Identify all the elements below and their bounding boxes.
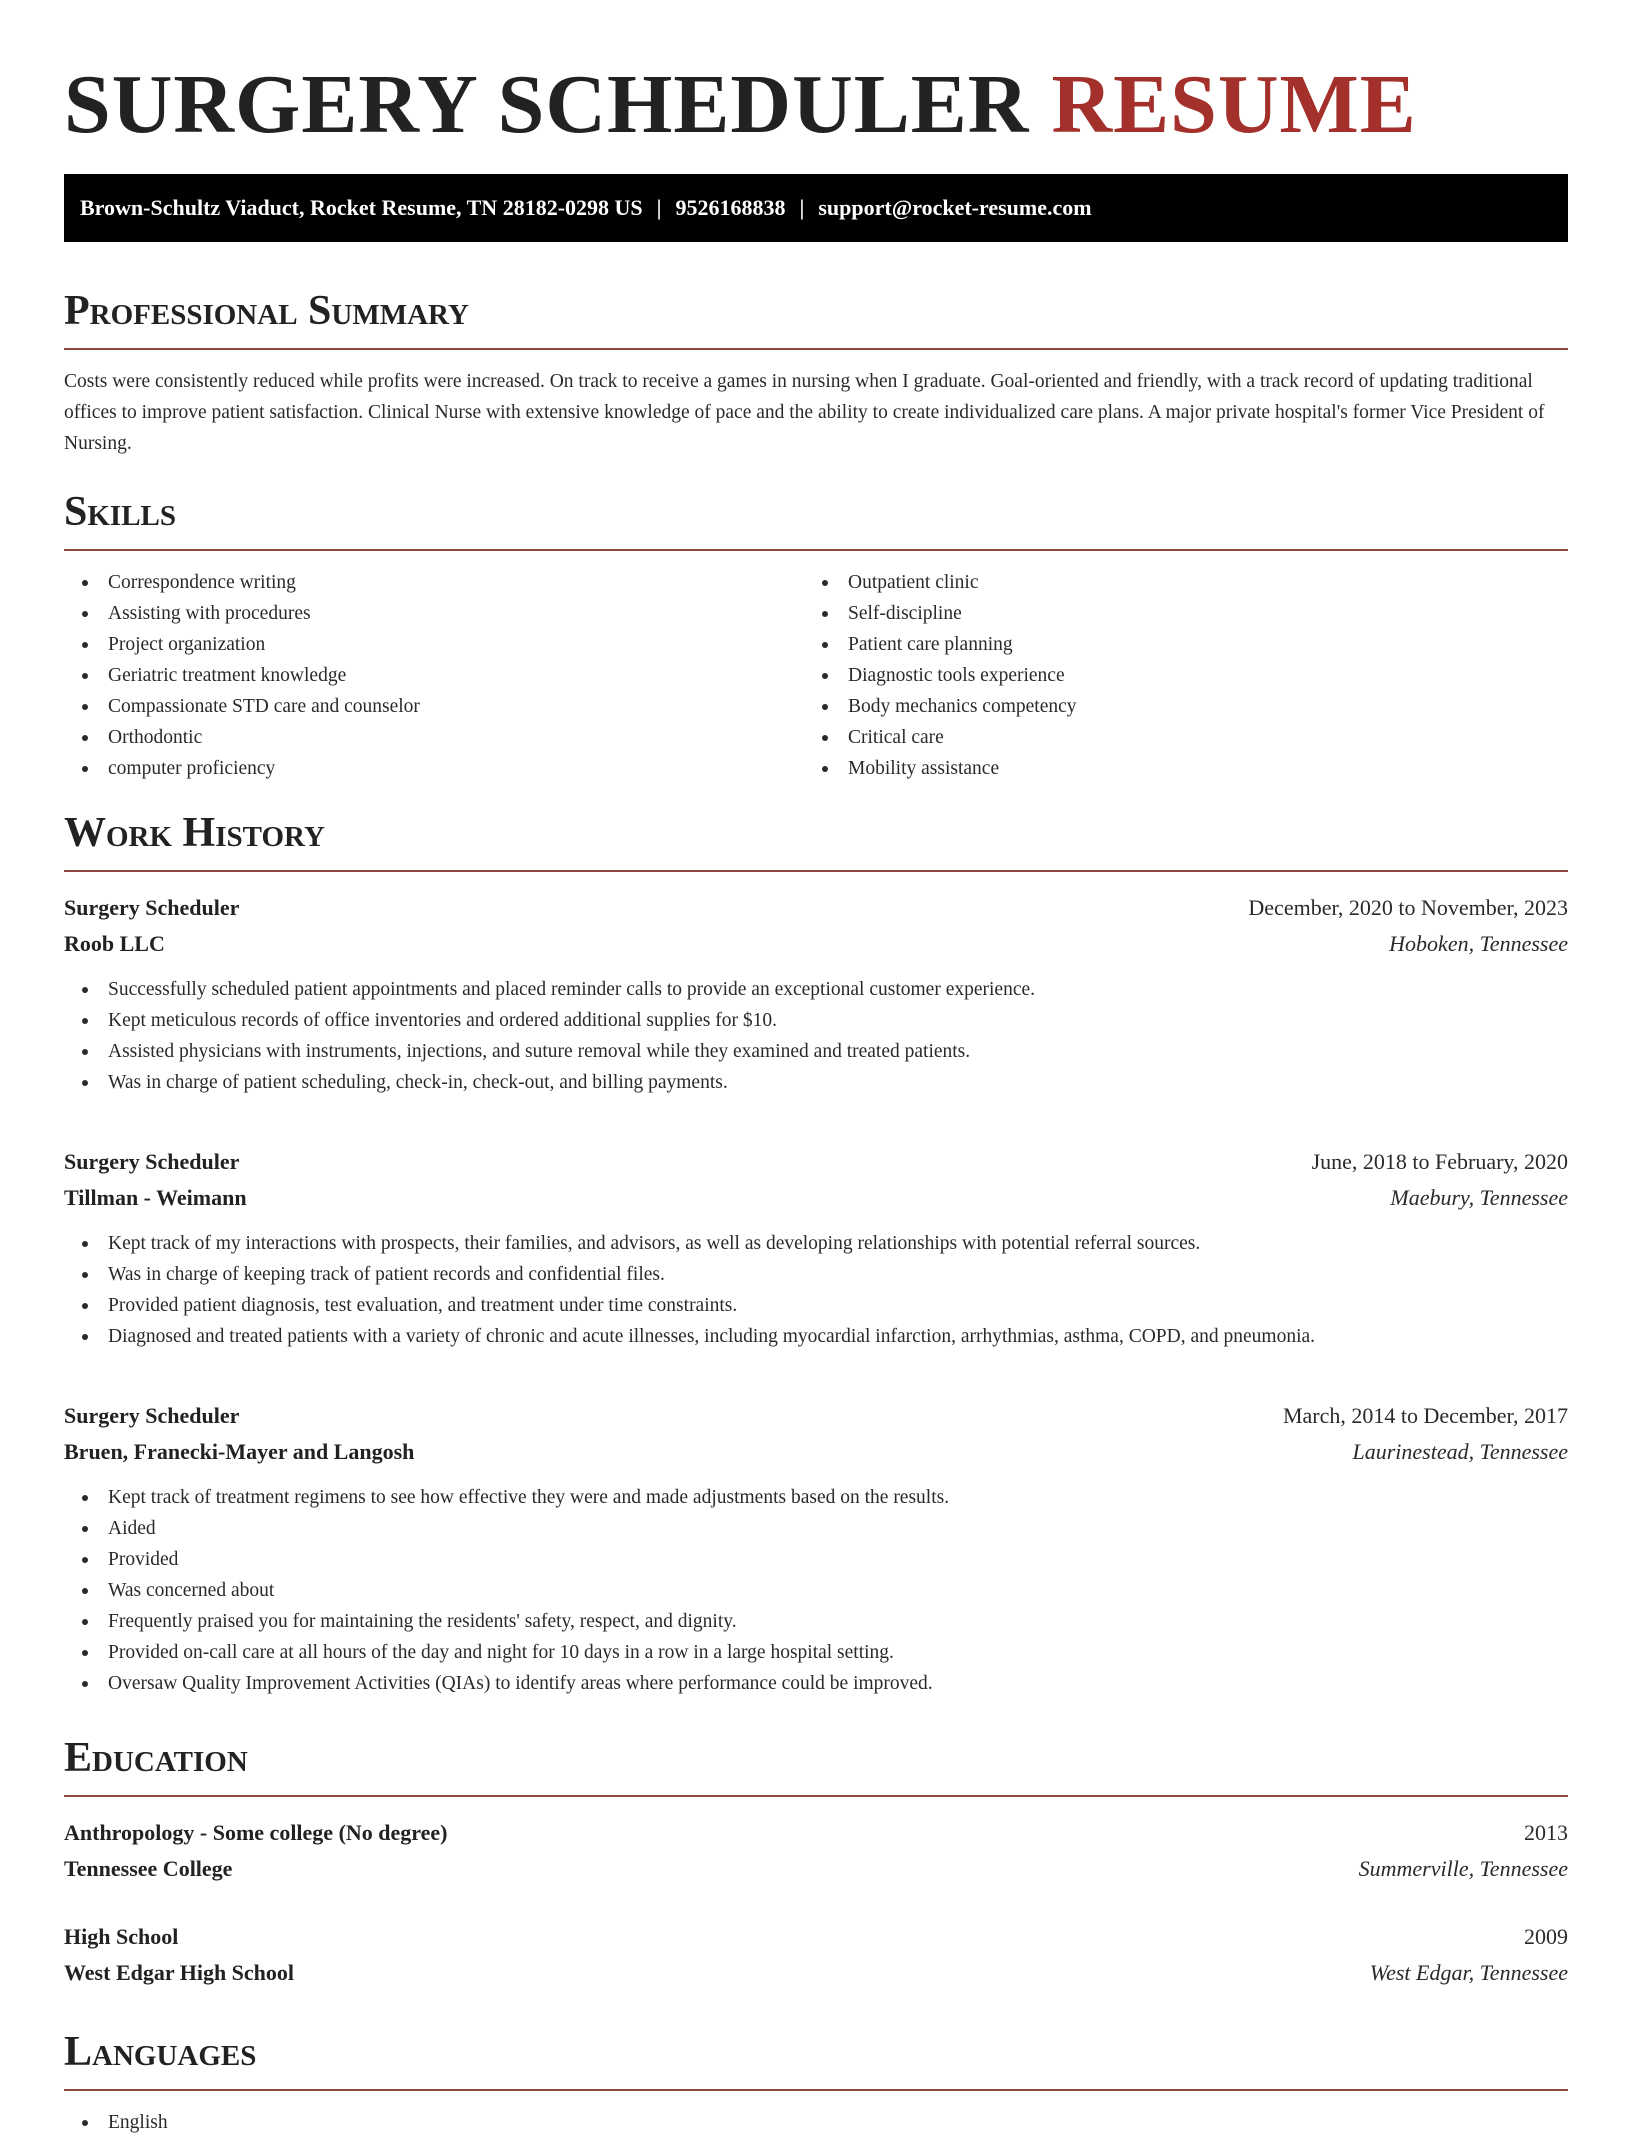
job-company: Tillman - Weimann bbox=[64, 1185, 247, 1210]
job-title: Surgery Scheduler bbox=[64, 1149, 240, 1174]
job-bullet: Was in charge of patient scheduling, check-in, check-out, and billing payments. bbox=[64, 1067, 1568, 1098]
education-degree-row bbox=[64, 1919, 1568, 1955]
education-year: 2013 bbox=[1524, 1820, 1568, 1845]
education-degree: Anthropology - Some college (No degree) bbox=[64, 1820, 448, 1845]
contact-bar bbox=[64, 174, 1568, 242]
job-title-row bbox=[64, 890, 1568, 926]
job-bullet: Successfully scheduled patient appointments and placed reminder calls to provide an exceptional customer experience. bbox=[64, 974, 1568, 1005]
skill-item: Assisting with procedures bbox=[64, 598, 804, 629]
job-bullet: Frequently praised you for maintaining the residents' safety, respect, and dignity. bbox=[64, 1606, 1568, 1637]
education-school: West Edgar High School bbox=[64, 1960, 295, 1985]
job-company-row bbox=[64, 926, 1568, 962]
job-bullet: Assisted physicians with instruments, injections, and suture removal while they examined and treated patients. bbox=[64, 1036, 1568, 1067]
job-title: Surgery Scheduler bbox=[64, 895, 240, 920]
skills-right-column bbox=[804, 567, 1544, 784]
skill-item: Orthodontic bbox=[64, 722, 804, 753]
skill-item: Diagnostic tools experience bbox=[804, 660, 1544, 691]
skill-item: Outpatient clinic bbox=[804, 567, 1544, 598]
job-bullets bbox=[64, 1482, 1568, 1699]
skill-item: Patient care planning bbox=[804, 629, 1544, 660]
education-entry bbox=[64, 1815, 1568, 1887]
job-bullet: Diagnosed and treated patients with a variety of chronic and acute illnesses, including myocardial infarction, arrhythmias, asthma, COPD, and pneumonia. bbox=[64, 1321, 1568, 1352]
job-bullets bbox=[64, 974, 1568, 1098]
education-location: Summerville, Tennessee bbox=[1358, 1856, 1568, 1881]
skill-item: Mobility assistance bbox=[804, 753, 1544, 784]
job-bullet: Oversaw Quality Improvement Activities (QIAs) to identify areas where performance could be improved. bbox=[64, 1668, 1568, 1699]
job-bullet: Aided bbox=[64, 1513, 1568, 1544]
skill-item: Self-discipline bbox=[804, 598, 1544, 629]
job-dates: June, 2018 to February, 2020 bbox=[1311, 1149, 1568, 1174]
language-item: English bbox=[64, 2107, 1568, 2138]
summary-text: Costs were consistently reduced while profits were increased. On track to receive a games in nursing when I graduate. Goal-oriented and friendly, with a track record of updating traditional offices to improve patient satisfaction. Clinical Nurse with extensive knowledge of pace and the ability to create individualized care plans. A major private hospital's former Vice President of Nursing. bbox=[64, 371, 1545, 454]
education-year: 2009 bbox=[1524, 1924, 1568, 1949]
job-bullet: Kept track of treatment regimens to see how effective they were and made adjustments based on the results. bbox=[64, 1482, 1568, 1513]
job-dates: March, 2014 to December, 2017 bbox=[1282, 1403, 1568, 1428]
job-title-row bbox=[64, 1398, 1568, 1434]
title-accent: RESUME bbox=[1051, 58, 1417, 151]
job-title: Surgery Scheduler bbox=[64, 1403, 240, 1428]
work-history-heading: Work History bbox=[64, 808, 1568, 872]
contact-address: Brown-Schultz Viaduct, Rocket Resume, TN 28182-0298 US bbox=[80, 195, 643, 220]
education-location: West Edgar, Tennessee bbox=[1369, 1960, 1568, 1985]
title-main: SURGERY SCHEDULER bbox=[64, 58, 1030, 151]
contact-separator: | bbox=[656, 195, 662, 220]
contact-email: support@rocket-resume.com bbox=[818, 195, 1092, 220]
job-entry bbox=[64, 1398, 1568, 1699]
job-entry bbox=[64, 1144, 1568, 1352]
skill-item: Correspondence writing bbox=[64, 567, 804, 598]
skills-heading: Skills bbox=[64, 487, 1568, 551]
job-location: Maebury, Tennessee bbox=[1390, 1185, 1568, 1210]
contact-separator: | bbox=[799, 195, 805, 220]
education-heading: Education bbox=[64, 1733, 1568, 1797]
job-bullet: Provided patient diagnosis, test evaluation, and treatment under time constraints. bbox=[64, 1290, 1568, 1321]
job-company-row bbox=[64, 1434, 1568, 1470]
job-company-row bbox=[64, 1180, 1568, 1216]
job-bullets bbox=[64, 1228, 1568, 1352]
job-bullet: Was in charge of keeping track of patient records and confidential files. bbox=[64, 1259, 1568, 1290]
job-bullet: Provided on-call care at all hours of the day and night for 10 days in a row in a large hospital setting. bbox=[64, 1637, 1568, 1668]
contact-phone: 9526168838 bbox=[675, 195, 786, 220]
skill-item: computer proficiency bbox=[64, 753, 804, 784]
resume-title bbox=[64, 0, 1568, 176]
skill-item: Critical care bbox=[804, 722, 1544, 753]
education-degree: High School bbox=[64, 1924, 179, 1949]
skill-item: Project organization bbox=[64, 629, 804, 660]
job-bullet: Kept meticulous records of office inventories and ordered additional supplies for $10. bbox=[64, 1005, 1568, 1036]
education-school-row bbox=[64, 1851, 1568, 1887]
education-entry bbox=[64, 1919, 1568, 1991]
skills-left-column bbox=[64, 567, 804, 784]
job-company: Roob LLC bbox=[64, 931, 165, 956]
job-location: Laurinestead, Tennessee bbox=[1352, 1439, 1568, 1464]
job-title-row bbox=[64, 1144, 1568, 1180]
education-school: Tennessee College bbox=[64, 1856, 233, 1881]
job-company: Bruen, Franecki-Mayer and Langosh bbox=[64, 1439, 415, 1464]
job-bullet: Was concerned about bbox=[64, 1575, 1568, 1606]
languages-heading: Languages bbox=[64, 2027, 1568, 2091]
job-bullet: Provided bbox=[64, 1544, 1568, 1575]
job-location: Hoboken, Tennessee bbox=[1389, 931, 1568, 956]
skill-item: Compassionate STD care and counselor bbox=[64, 691, 804, 722]
skill-item: Geriatric treatment knowledge bbox=[64, 660, 804, 691]
job-dates: December, 2020 to November, 2023 bbox=[1248, 895, 1568, 920]
skill-item: Body mechanics competency bbox=[804, 691, 1544, 722]
education-degree-row bbox=[64, 1815, 1568, 1851]
skills-columns bbox=[64, 567, 1568, 784]
job-bullet: Kept track of my interactions with prospects, their families, and advisors, as well as developing relationships with potential referral sources. bbox=[64, 1228, 1568, 1259]
summary-heading: Professional Summary bbox=[64, 286, 1568, 350]
job-entry bbox=[64, 890, 1568, 1098]
education-school-row bbox=[64, 1955, 1568, 1991]
